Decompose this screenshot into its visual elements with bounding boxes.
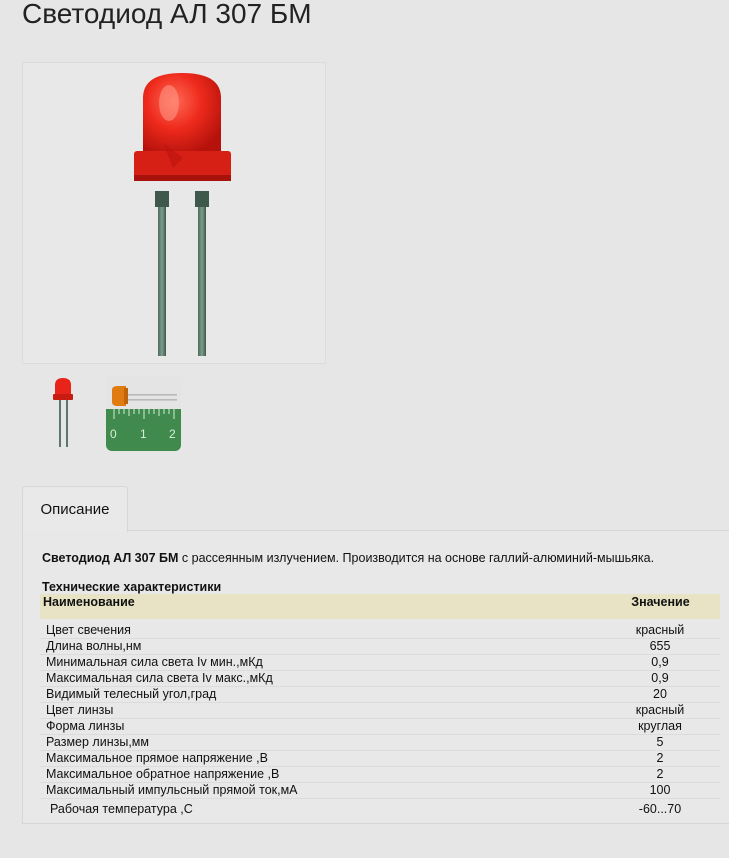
- specs-title: Технические характеристики: [42, 580, 222, 594]
- tab-description-label: Описание: [40, 501, 110, 518]
- description-intro: [42, 551, 654, 565]
- spec-name: Максимальное обратное напряжение ,В: [40, 767, 600, 783]
- table-row: [40, 767, 720, 783]
- spec-name: Рабочая температура ,С: [50, 802, 193, 816]
- svg-text:2: 2: [169, 427, 176, 441]
- table-row: [40, 687, 720, 703]
- spec-value: 2: [600, 767, 720, 783]
- product-main-image[interactable]: [22, 62, 326, 364]
- spec-name: Видимый телесный угол,град: [40, 687, 600, 703]
- tab-description[interactable]: [22, 486, 128, 532]
- svg-text:1: 1: [140, 427, 147, 441]
- spec-value: красный: [600, 623, 720, 639]
- spec-name: Форма линзы: [40, 719, 600, 735]
- table-row: [40, 623, 720, 639]
- spec-name: Длина волны,нм: [40, 639, 600, 655]
- spec-name: Максимальная сила света Iv макс.,мКд: [40, 671, 600, 687]
- spec-name: Минимальная сила света Iv мин.,мКд: [40, 655, 600, 671]
- spec-value: красный: [600, 703, 720, 719]
- specs-header-row: [40, 594, 720, 619]
- table-row: [40, 735, 720, 751]
- table-row: [40, 639, 720, 655]
- led-ruler-image: [106, 376, 181, 451]
- intro-text: с рассеянным излучением. Производится на основе галлий-алюминий-мышьяка.: [178, 551, 655, 565]
- table-row: [40, 719, 720, 735]
- led-illustration: [23, 63, 325, 363]
- thumbnail-led-ruler[interactable]: [106, 376, 181, 451]
- led-thumbnail-image: [33, 375, 93, 450]
- spec-value: 5: [600, 735, 720, 751]
- table-row: [40, 655, 720, 671]
- spec-value: 0,9: [600, 671, 720, 687]
- specs-header-name: Наименование: [40, 594, 600, 619]
- specs-header-value: Значение: [600, 594, 720, 619]
- spec-value: 655: [600, 639, 720, 655]
- table-row: [40, 799, 720, 820]
- spec-name: Цвет линзы: [40, 703, 600, 719]
- spec-value: круглая: [600, 719, 720, 735]
- specs-table: [40, 594, 720, 819]
- spec-name: Максимальный импульсный прямой ток,мА: [40, 783, 600, 799]
- spec-value: -60...70: [638, 802, 682, 816]
- page-title: Светодиод АЛ 307 БМ: [22, 0, 312, 29]
- spec-value: 0,9: [600, 655, 720, 671]
- spec-name: Цвет свечения: [40, 623, 600, 639]
- intro-product-name: Светодиод АЛ 307 БМ: [42, 551, 179, 565]
- spec-value: 20: [600, 687, 720, 703]
- svg-text:0: 0: [110, 427, 117, 441]
- table-row: [40, 751, 720, 767]
- table-row: [40, 671, 720, 687]
- spec-name: Размер линзы,мм: [40, 735, 600, 751]
- thumbnail-led[interactable]: [33, 375, 93, 450]
- spec-name: Максимальное прямое напряжение ,В: [40, 751, 600, 767]
- spec-value: 100: [600, 783, 720, 799]
- spec-value: 2: [600, 751, 720, 767]
- table-row: [40, 783, 720, 799]
- table-row: [40, 703, 720, 719]
